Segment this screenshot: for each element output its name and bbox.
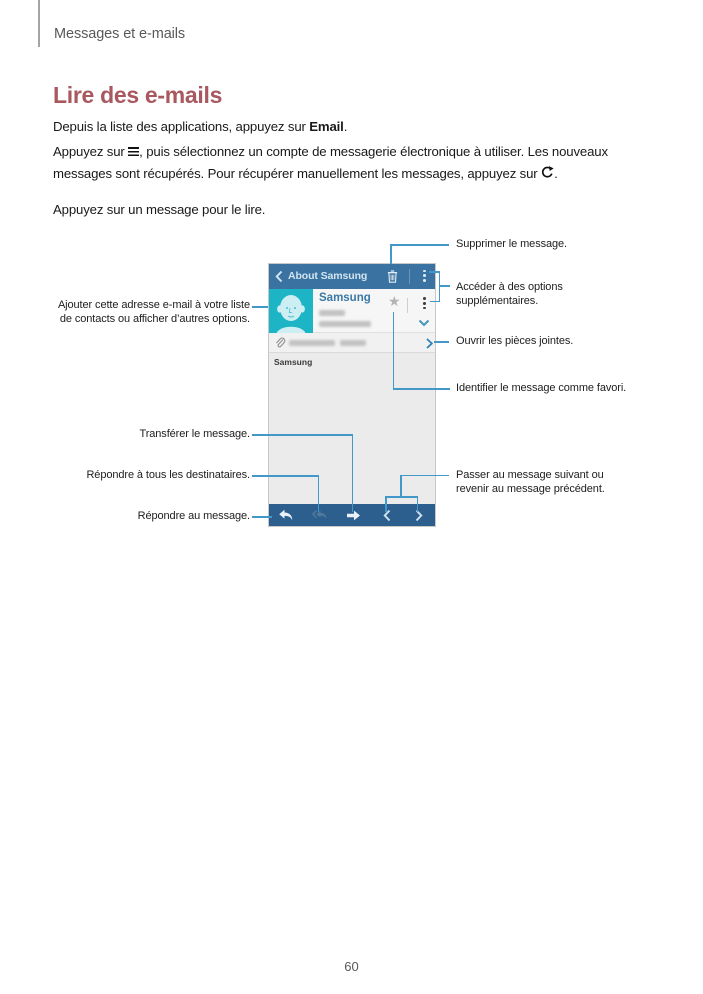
paperclip-icon: [274, 337, 286, 349]
paragraph-text: Appuyez sur: [53, 144, 129, 159]
paragraph-text: .: [554, 165, 558, 181]
callout-line-favorite: [393, 312, 395, 389]
expand-chevron-down-icon: [418, 319, 430, 327]
callout-label-delete: Supprimer le message.: [456, 238, 568, 250]
callout-line-navigate: [400, 475, 402, 498]
callout-label-reply-all: Répondre à tous les destinataires.: [86, 469, 250, 481]
callout-line-add-address: [252, 306, 268, 308]
paragraph-text: , puis sélectionnez un compte de messagerie électronique à utiliser. Les nouveaux messages sont récupérés. Pour récupérer manuellement les messages, appuyez sur: [53, 144, 608, 181]
chapter-rule: [38, 0, 40, 47]
callout-line-reply-all: [252, 475, 319, 477]
titlebar-divider: [409, 269, 410, 284]
paragraph-text: .: [343, 119, 348, 134]
callout-line-options: [430, 301, 440, 303]
sender-avatar: [269, 289, 313, 333]
attachment-name-blurred-text: [289, 340, 335, 346]
paragraph-read-message: Appuyez sur un message pour le lire.: [53, 202, 266, 217]
contact-face-icon: [269, 289, 313, 333]
paragraph-text: Depuis la liste des applications, appuyez sur: [53, 119, 310, 134]
callout-label-favorite: Identifier le message comme favori.: [456, 382, 627, 394]
app-name-bold: Email: [309, 119, 344, 134]
date-blurred-text: [319, 321, 371, 327]
app-title-bar: [269, 264, 435, 289]
delete-trash-icon: [387, 270, 398, 283]
callout-line-navigate: [385, 496, 387, 512]
sender-header-row: [269, 289, 435, 333]
paragraph-open-email: [53, 116, 653, 138]
more-options-icon: [423, 270, 426, 282]
section-title: Lire des e-mails: [53, 82, 223, 108]
attachment-row: [269, 333, 435, 353]
callout-line-favorite: [393, 388, 450, 390]
callout-line-navigate: [417, 496, 419, 512]
header-divider: [407, 298, 408, 313]
callout-line-navigate: [385, 496, 418, 498]
sender-more-options-icon: [423, 297, 426, 309]
back-icon: [275, 270, 283, 283]
callout-label-reply: Répondre au message.: [137, 510, 250, 522]
callout-line-reply: [252, 516, 272, 518]
callout-label-forward: Transférer le message.: [139, 428, 250, 440]
menu-hamburger-icon: [128, 147, 139, 157]
callout-line-delete: [390, 244, 449, 246]
chapter-header: Messages et e-mails: [54, 26, 186, 42]
sender-name: Samsung: [319, 292, 371, 304]
callout-line-options: [439, 285, 450, 287]
attachment-size-blurred-text: [340, 340, 366, 346]
callout-line-forward: [352, 434, 354, 512]
callout-label-add-address: Ajouter cette adresse e-mail à votre liste de contacts ou afficher d’autres options.: [57, 299, 250, 325]
email-subject-title: About Samsung: [288, 270, 368, 282]
page-number: 60: [344, 959, 359, 974]
callout-line-navigate: [400, 475, 449, 477]
favorite-star-icon: ★: [388, 293, 401, 309]
paragraph-select-account: [53, 141, 653, 185]
open-attachments-chevron-icon: [426, 338, 433, 349]
callout-label-attachments: Ouvrir les pièces jointes.: [456, 335, 574, 347]
callout-line-reply-all: [318, 475, 320, 512]
callout-line-forward: [252, 434, 353, 436]
refresh-icon: [541, 164, 554, 186]
message-body-text: Samsung: [274, 357, 313, 367]
callout-line-attachments: [434, 341, 449, 343]
callout-line-delete: [390, 244, 392, 264]
reply-icon: [278, 509, 293, 521]
recipient-blurred-text: [319, 310, 345, 316]
callout-label-options: Accéder à des options supplémentaires.: [456, 281, 563, 307]
callout-label-navigate: Passer au message suivant ou revenir au message précédent.: [456, 469, 605, 495]
